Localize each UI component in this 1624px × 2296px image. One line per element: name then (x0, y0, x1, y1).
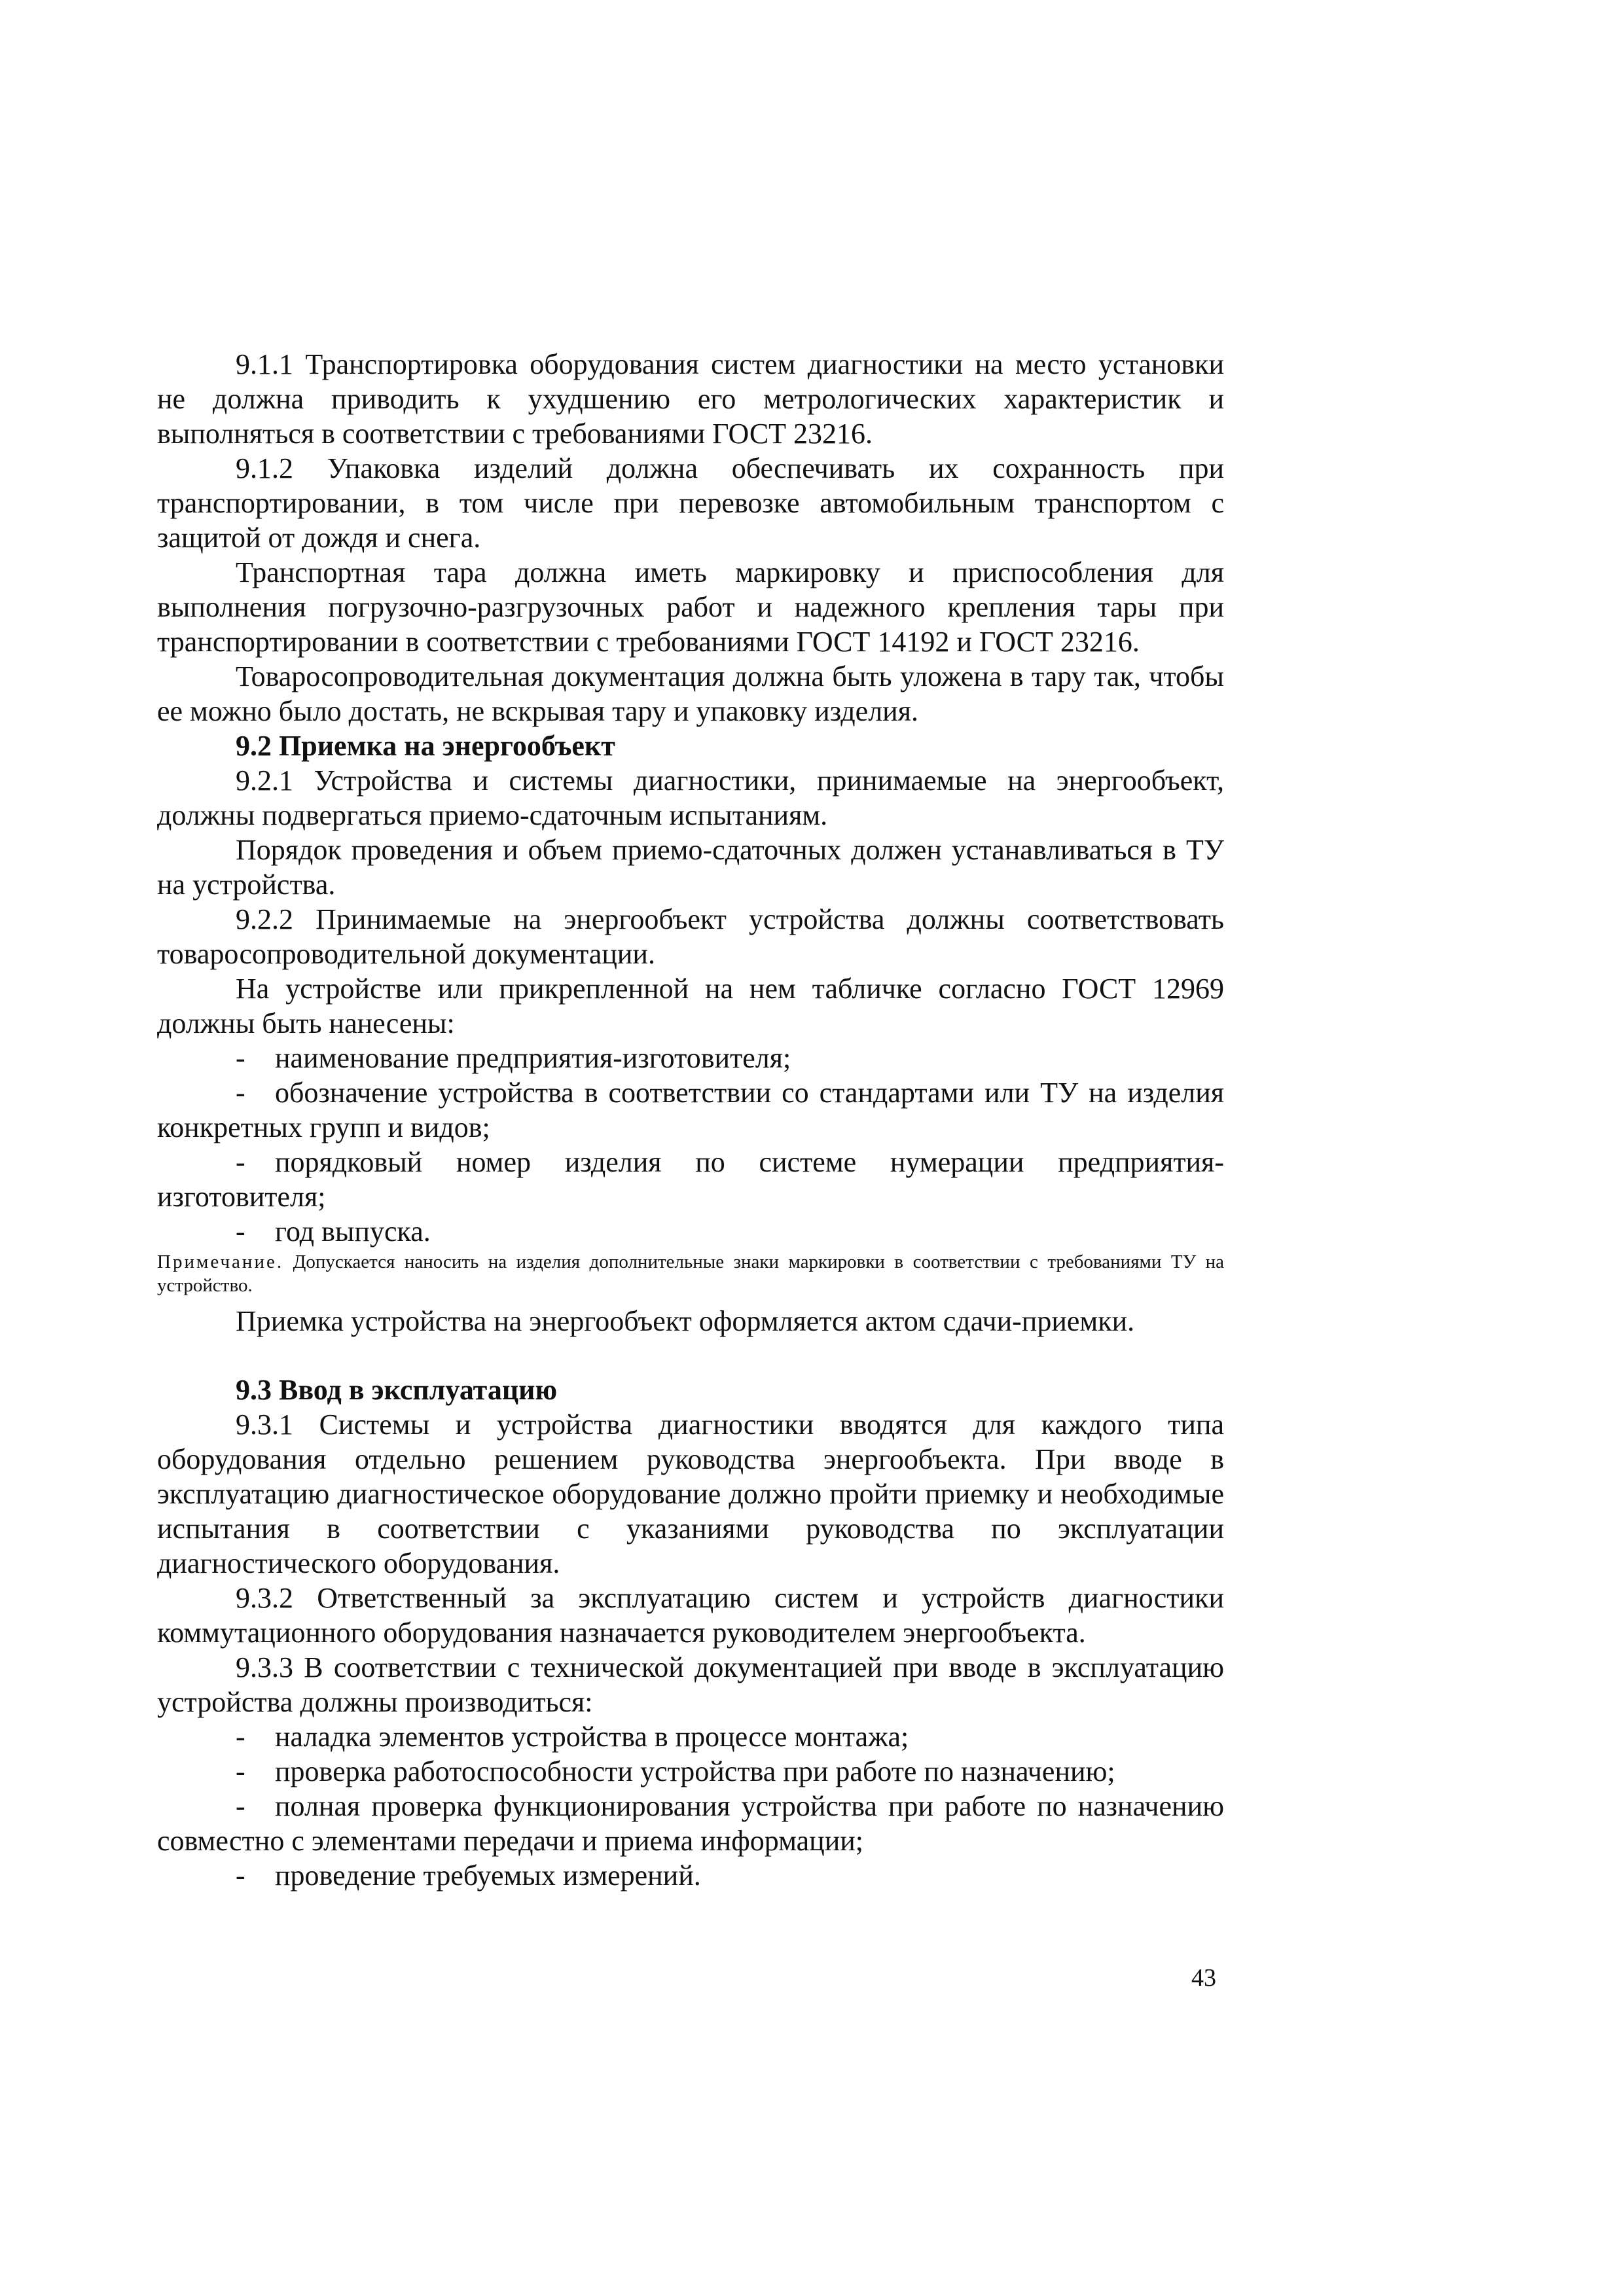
note-text: Допускается наносить на изделия дополнительные знаки маркировки в соответствии с требованиями ТУ на устройство. (157, 1251, 1225, 1296)
list-dash: - (236, 1215, 245, 1247)
list-item-text: обозначение устройства в соответствии со стандартами или ТУ на изделия конкретных групп и видов; (157, 1077, 1224, 1143)
list-dash: - (236, 1146, 245, 1178)
paragraph-9-1-1: 9.1.1 Транспортировка оборудования систем диагностики на место установки не должна приводить к ухудшению его метрологических характеристик и выполняться в соответствии с требованиями ГОСТ 23216. (157, 348, 1224, 450)
paragraph-shipping-docs: Товаросопроводительная документация должна быть уложена в тару так, чтобы ее можно было достать, не вскрывая тару и упаковку изделия. (157, 660, 1224, 727)
list-item (157, 1075, 1224, 1145)
page-number: 43 (1191, 1964, 1216, 1992)
paragraph-transport-container: Транспортная тара должна иметь маркировку и приспособления для выполнения погрузочно-разгрузочных работ и надежного крепления тары при транспортировании в соответствии с требованиями ГОСТ 14192 и ГОСТ 23216. (157, 556, 1224, 658)
list-item (157, 1789, 1224, 1858)
note-label: Примечание. (157, 1251, 284, 1272)
paragraph-9-3-2: 9.3.2 Ответственный за эксплуатацию систем и устройств диагностики коммутационного оборудования назначается руководителем энергообъекта. (157, 1582, 1224, 1649)
list-dash: - (236, 1077, 245, 1109)
paragraph-9-2-2: 9.2.2 Принимаемые на энергообъект устройства должны соответствовать товаросопроводительной документации. (157, 903, 1224, 970)
paragraph-acceptance-act: Приемка устройства на энергообъект оформляется актом сдачи-приемки. (236, 1305, 1135, 1337)
list-item (157, 1041, 1224, 1075)
list-item-text: наладка элементов устройства в процессе монтажа; (275, 1721, 909, 1753)
list-item (157, 1858, 1224, 1893)
list-item-text: порядковый номер изделия по системе нумерации предприятия-изготовителя; (157, 1146, 1224, 1213)
list-item-text: проведение требуемых измерений. (275, 1859, 701, 1892)
list-dash: - (236, 1042, 245, 1074)
list-item (157, 1145, 1224, 1214)
list-dash: - (236, 1721, 245, 1753)
heading-9-2: 9.2 Приемка на энергообъект (236, 730, 615, 762)
list-item (157, 1719, 1224, 1754)
paragraph-9-1-2: 9.1.2 Упаковка изделий должна обеспечивать их сохранность при транспортировании, в том числе при перевозке автомобильным транспортом с защитой от дождя и снега. (157, 452, 1224, 554)
list-item (157, 1214, 1224, 1249)
list-item-text: полная проверка функционирования устройства при работе по назначению совместно с элементами передачи и приема информации; (157, 1790, 1224, 1857)
note (157, 1250, 1224, 1297)
list-item-text: год выпуска. (275, 1215, 431, 1247)
paragraph-9-2-1: 9.2.1 Устройства и системы диагностики, принимаемые на энергообъект, должны подвергаться приемо-сдаточным испытаниям. (157, 764, 1224, 831)
paragraph-9-3-3: 9.3.3 В соответствии с технической документацией при вводе в эксплуатацию устройства должны производиться: (157, 1651, 1224, 1718)
list-dash: - (236, 1755, 245, 1787)
paragraph-nameplate: На устройстве или прикрепленной на нем табличке согласно ГОСТ 12969 должны быть нанесены: (157, 973, 1224, 1039)
paragraph-9-3-1: 9.3.1 Системы и устройства диагностики вводятся для каждого типа оборудования отдельно решением руководства энергообъекта. При вводе в эксплуатацию диагностическое оборудование должно пройти приемку и необходимые испытания в соответствии с указаниями руководства по эксплуатации диагностического оборудования. (157, 1408, 1224, 1579)
list-item-text: наименование предприятия-изготовителя; (275, 1042, 791, 1074)
list-dash: - (236, 1790, 245, 1822)
paragraph-acceptance-order: Порядок проведения и объем приемо-сдаточных должен устанавливаться в ТУ на устройства. (157, 834, 1224, 901)
list-item-text: проверка работоспособности устройства при работе по назначению; (275, 1755, 1115, 1787)
list-item (157, 1754, 1224, 1789)
heading-9-3: 9.3 Ввод в эксплуатацию (236, 1374, 558, 1406)
document-page (157, 347, 1224, 1893)
list-dash: - (236, 1859, 245, 1892)
